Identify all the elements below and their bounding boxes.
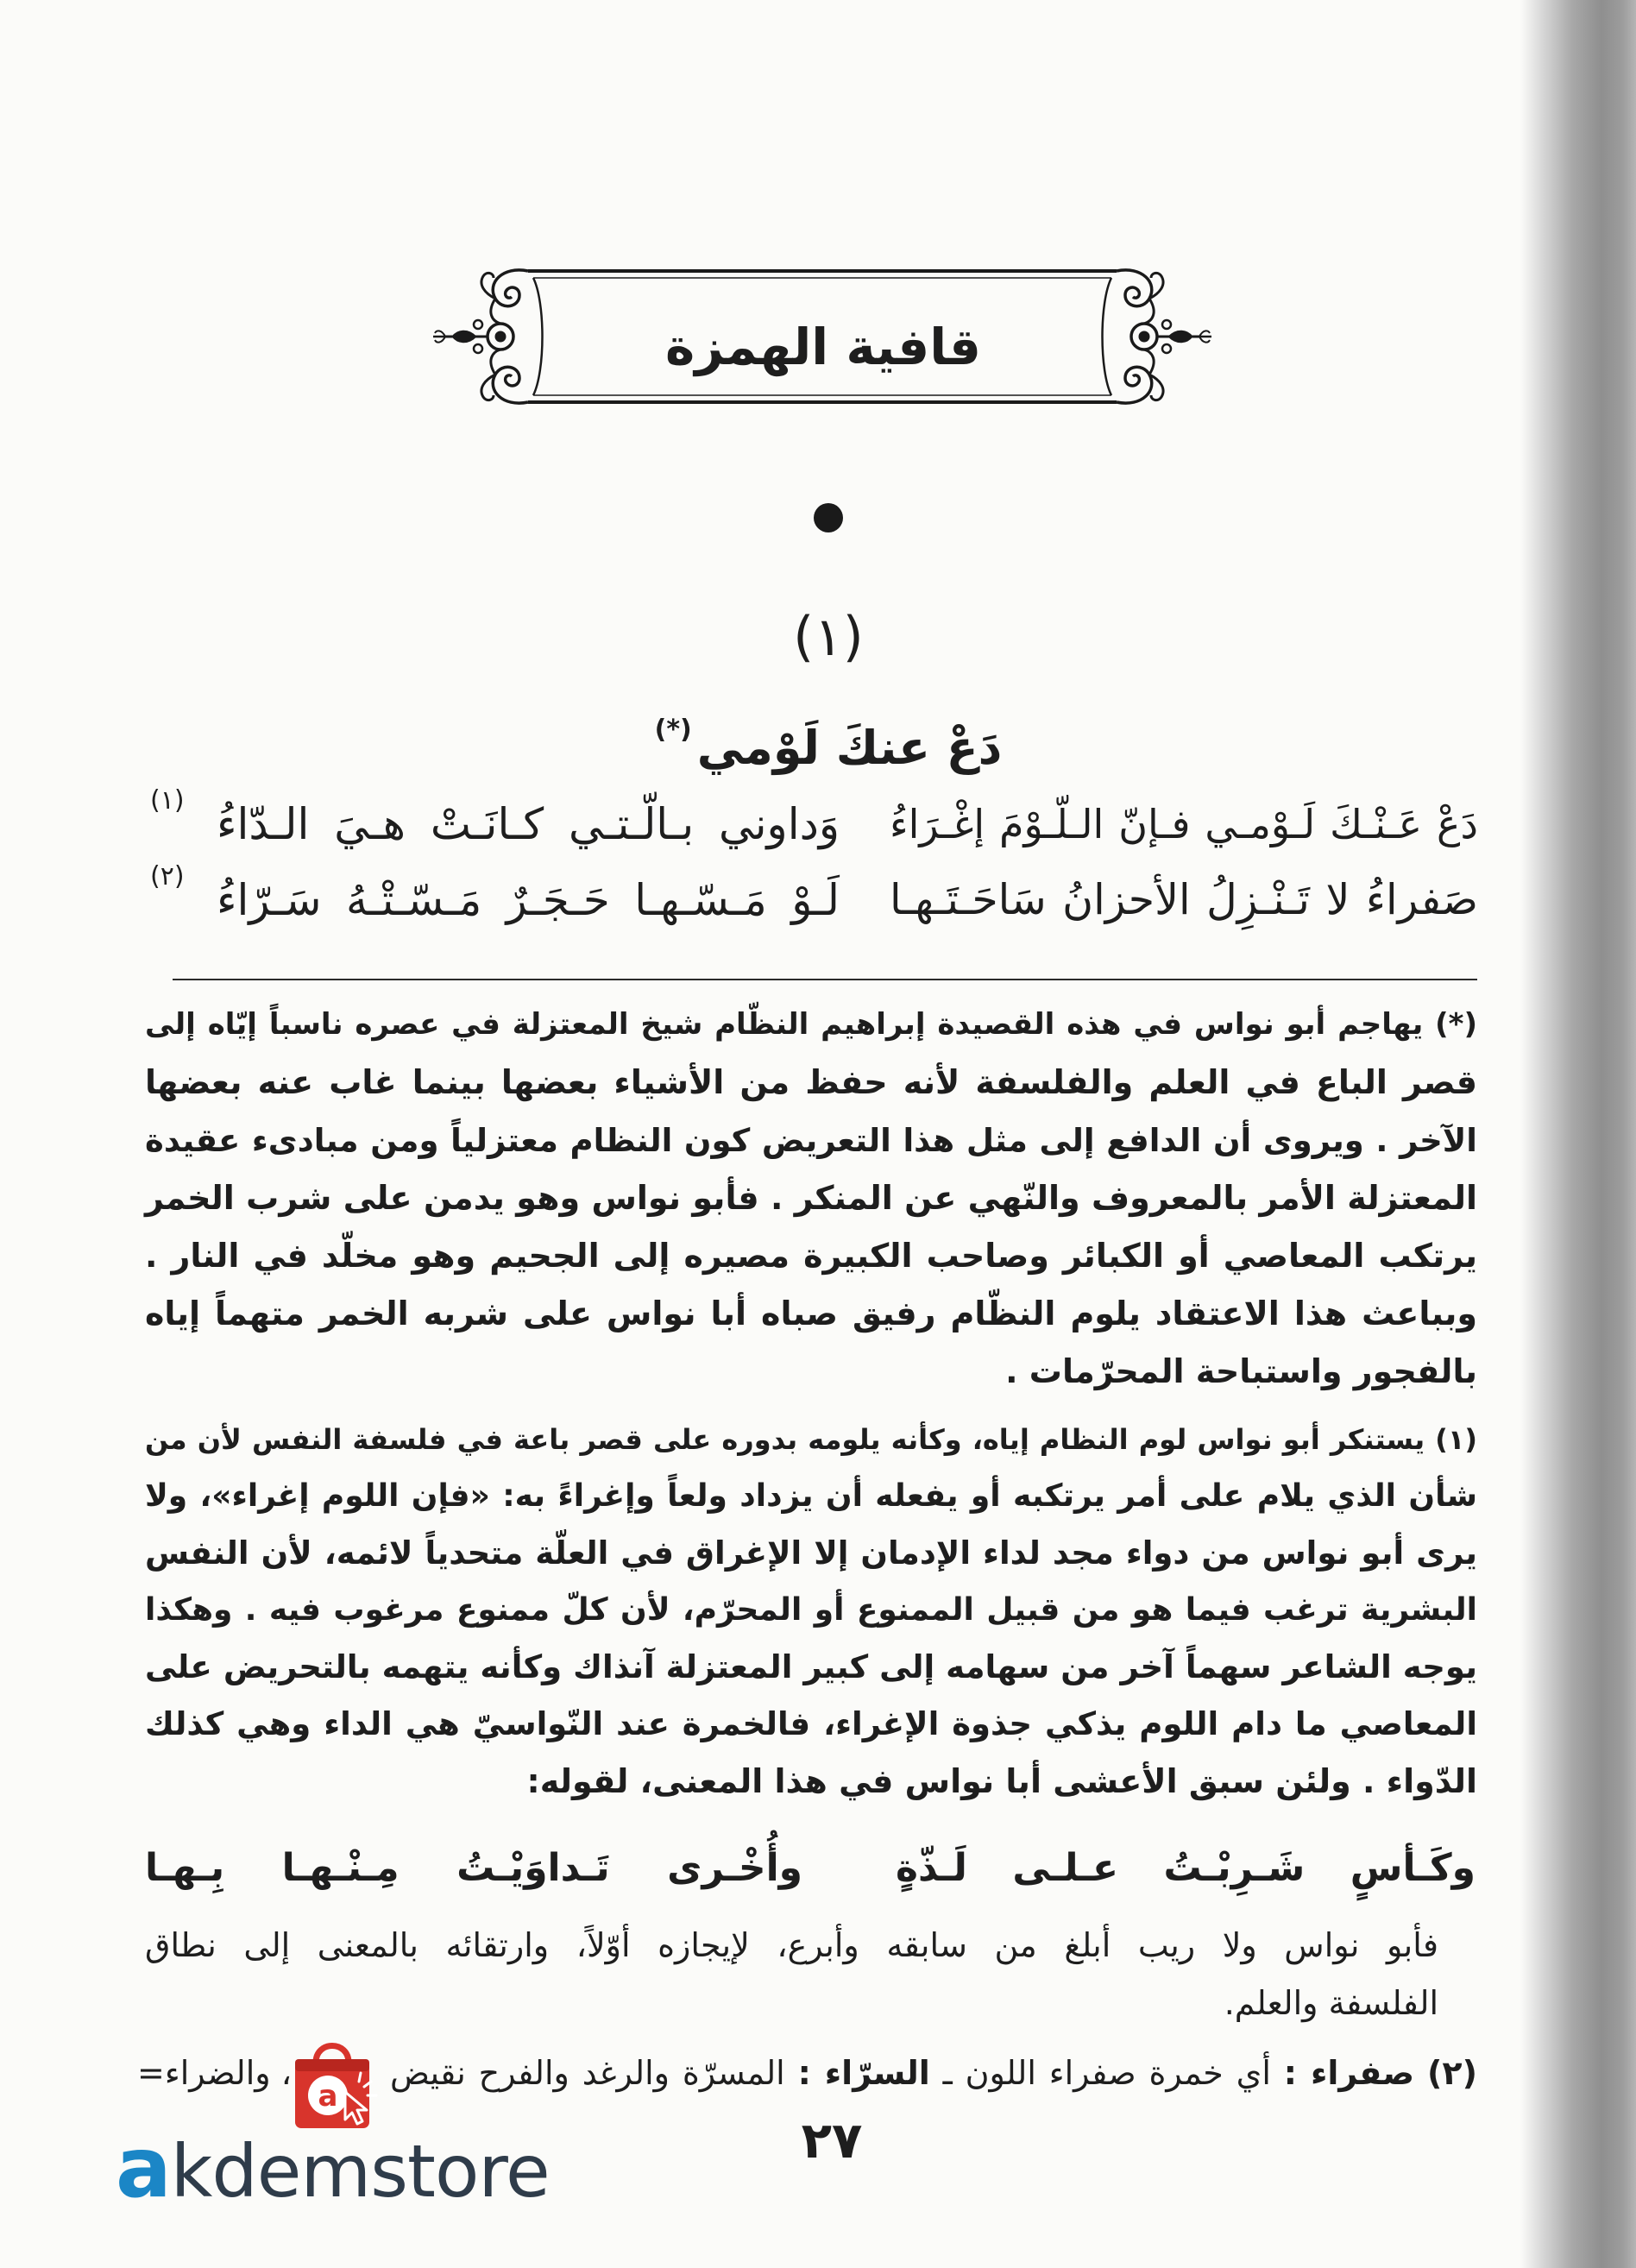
chapter-heading: قافية الهمزة [665,318,981,376]
footnote-line [145,996,1477,1054]
quote-first-hemistich: وكَـأسٍ شَـرِبْـتُ عـلـى لَـذّةٍ [896,1846,1476,1890]
quoted-verse [0,1838,1636,1899]
verse-first-hemistich: صَفراءُ لا تَـنْـزِلُ الأحزانُ سَاحَـتَـهـا [890,875,1478,924]
gloss-term: السرّاء : [797,2054,930,2092]
shopping-bag-icon [285,2033,380,2135]
footnote-line [390,2044,1477,2102]
footnote-line: المعاصي ما دام اللوم يذكي جذوة الإغراء، فالخمرة عند النّواسيّ هي الداء وهي كذلك [145,1705,1477,1742]
brand-wordmark-text: kdemstore [170,2129,550,2214]
footnote-line: الآخر . ويروى أن الدافع إلى مثل هذا التعريض كون النظام معتزلياً ومن مبادىء عقيدة [145,1122,1477,1159]
footnote-line: بالفجور واستباحة المحرّمات . [1005,1352,1477,1390]
footnote-line: يرتكب المعاصي أو الكبائر وصاحب الكبيرة مصيره إلى الجحيم وهو مخلّد في النار . [145,1237,1477,1275]
quote-second-hemistich: وأُخْـرى تَـداوَيْـتُ مِـنْـهـا بِـهـا [145,1846,802,1890]
verse-footnote-ref: (١) [150,785,185,816]
footnote-line [145,1411,1477,1468]
page-edge-shadow [1520,0,1636,2268]
verse-line [0,785,1636,856]
footnote-line: الدّواء . ولئن سبق الأعشى أبا نواس في هذا المعنى، لقوله: [526,1762,1477,1800]
footnote-line-text: يهاجم أبو نواس في هذه القصيدة إبراهيم النظّام شيخ المعتزلة في عصره ناسباً إيّاه إلى [145,1007,1424,1042]
footnote-line: وبباعث هذا الاعتقاد يلوم النظّام رفيق صباه أبا نواس على شربه الخمر متهماً إياه [145,1295,1477,1332]
footnote-line-text: يستنكر أبو نواس لوم النظام إياه، وكأنه يلومه بدوره على قصر باعة في فلسفة النفس لأن من [145,1423,1425,1456]
footnote-line: شأن الذي يلام على أمر يرتكبه أو يفعله أن يزداد ولعاً وإغراءً به: «فإن اللوم إغراء»، ولا [145,1478,1477,1514]
poem-title [483,693,1174,775]
brand-wordmark-accent: a [116,2120,171,2216]
footnote-marker: (*) [1435,1007,1477,1042]
bag-letter: a [318,2079,338,2114]
footnote-line: البشرية ترغب فيما هو من قبيل الممنوع أو المحرّم، لأن كلّ ممنوع مرغوب فيه . وهكذا [145,1592,1477,1628]
footnote-marker: (١) [1435,1423,1478,1456]
gloss-term: صفراء : [1283,2054,1415,2092]
footnote-one [145,1411,1477,1810]
footnote-continuation: ، والضراء= [136,2054,292,2092]
gloss-definition: أي خمرة صفراء اللون ـ [942,2054,1271,2092]
brand-wordmark [116,2120,550,2216]
verse-line [0,861,1636,932]
footnote-separator [173,979,1477,980]
gloss-definition: المسرّة والرغد والفرح نقيض [390,2054,785,2092]
footnote-two [0,2044,1636,2102]
verse-second-hemistich: وَداوني بـالّـتـي كـانَـتْ هـيَ الـدّاءُ [217,799,840,849]
footnote-one-continued [145,1917,1477,2032]
poem-number: (١) [793,605,864,668]
footnote-star [145,996,1477,1401]
verse-second-hemistich: لَـوْ مَـسّـهـا حَـجَـرٌ مَـسّـتْـهُ سَـرّاءُ [217,875,840,925]
footnote-line: فأبو نواس ولا ريب أبلغ من سابقه وأبرع، لإيجازه أوّلاً، وارتقائه بالمعنى إلى نطاق [145,1926,1438,1964]
section-bullet [814,503,843,532]
footnote-line: يوجه الشاعر سهماً آخر من سهامه إلى كبير المعتزلة آنذاك وكأنه يتهمه بالتحريض على [145,1648,1477,1685]
footnote-line: يرى أبو نواس من دواء مجد لداء الإدمان إلا الإغراق في العلّة متحدياً لائمه، لأن النفس [145,1534,1477,1572]
verse-footnote-ref: (٢) [150,861,185,891]
footnote-line: الفلسفة والعلم. [1224,1984,1438,2022]
footnote-marker: (٢) [1426,2054,1477,2092]
page-number: ٢٧ [801,2111,863,2170]
poem-title-text: دَعْ عنكَ لَوْمي [696,721,1003,775]
footnote-line: قصر الباع في العلم والفلسفة لأنه حفظ من الأشياء بعضها بينما غاب عنه بعضها [145,1063,1477,1101]
footnote-line: المعتزلة الأمر بالمعروف والنّهي عن المنكر . فأبو نواس وهو يدمن على شرب الخمر [145,1179,1477,1217]
verse-first-hemistich: دَعْ عَـنْـكَ لَـوْمـي فـإنّ الـلّـوْمَ إغْـرَاءُ [890,801,1478,847]
poem-title-note: (*) [654,715,692,745]
